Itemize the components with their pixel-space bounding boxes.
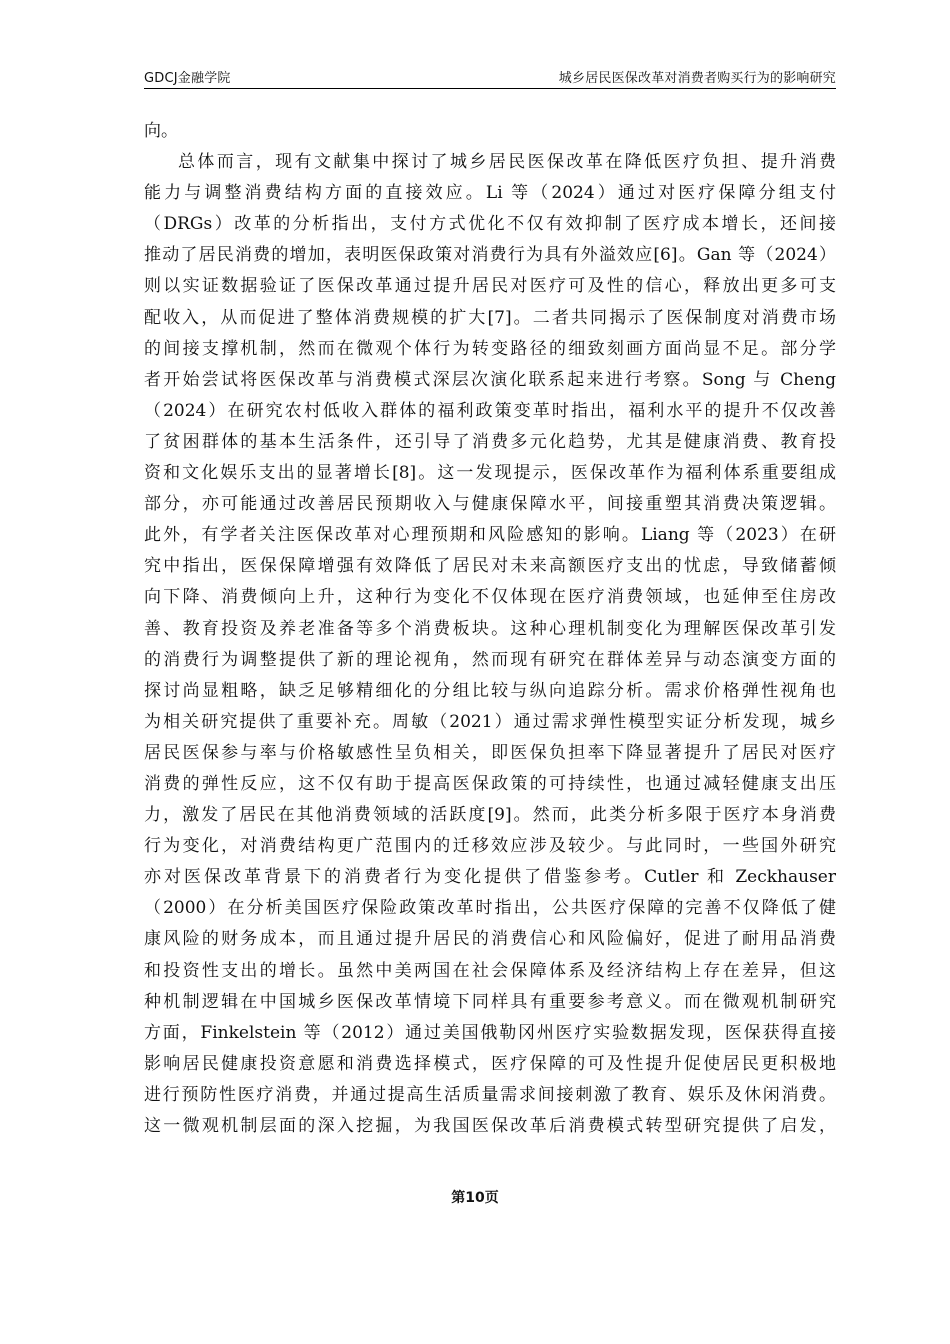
page-number: 第10页 bbox=[451, 1190, 499, 1206]
text-line: 总体而言，现有文献集中探讨了城乡居民医保改革在降低医疗负担、提升消费 bbox=[178, 152, 836, 173]
text-line: 康风险的财务成本，而且通过提升居民的消费信心和风险偏好，促进了耐用品消费 bbox=[144, 929, 836, 950]
text-line: 了贫困群体的基本生活条件，还引导了消费多元化趋势，尤其是健康消费、教育投 bbox=[144, 431, 836, 452]
text-line: （2024）在研究农村低收入群体的福利政策变革时指出，福利水平的提升不仅改善 bbox=[144, 400, 836, 421]
text-line: 部分，亦可能通过改善居民预期收入与健康保障水平，间接重塑其消费决策逻辑。 bbox=[144, 494, 836, 515]
header-thesis-title: 城乡居民医保改革对消费者购买行为的影响研究 bbox=[558, 71, 836, 86]
text-line: 消费的弹性反应，这不仅有助于提高医保政策的可持续性，也通过减轻健康支出压 bbox=[144, 773, 836, 794]
text-line: 探讨尚显粗略，缺乏足够精细化的分组比较与纵向追踪分析。需求价格弹性视角也 bbox=[144, 680, 836, 701]
text-line: 和投资性支出的增长。虽然中美两国在社会保障体系及经济结构上存在差异，但这 bbox=[144, 960, 836, 981]
text-line: （2000）在分析美国医疗保险政策改革时指出，公共医疗保障的完善不仅降低了健 bbox=[144, 898, 836, 919]
text-line: 的间接支撑机制，然而在微观个体行为转变路径的细致刻画方面尚显不足。部分学 bbox=[144, 338, 836, 359]
text-line: 进行预防性医疗消费，并通过提高生活质量需求间接刺激了教育、娱乐及休闲消费。 bbox=[144, 1084, 836, 1105]
text-line: 能力与调整消费结构方面的直接效应。Li 等（2024）通过对医疗保障分组支付 bbox=[144, 183, 836, 204]
text-line: 影响居民健康投资意愿和消费选择模式，医疗保障的可及性提升促使居民更积极地 bbox=[144, 1053, 836, 1074]
text-line: 向下降、消费倾向上升，这种行为变化不仅体现在医疗消费领域，也延伸至住房改 bbox=[144, 587, 836, 608]
text-line: 的消费行为调整提供了新的理论视角，然而现有研究在群体差异与动态演变方面的 bbox=[144, 649, 836, 670]
text-line: 究中指出，医保保障增强有效降低了居民对未来高额医疗支出的忧虑，导致储蓄倾 bbox=[144, 556, 836, 577]
text-line: 力，激发了居民在其他消费领域的活跃度[9]。然而，此类分析多限于医疗本身消费 bbox=[144, 805, 836, 826]
text-line: 向。 bbox=[144, 121, 178, 141]
header-divider bbox=[144, 88, 836, 89]
text-line: 行为变化，对消费结构更广范围内的迁移效应涉及较少。与此同时，一些国外研究 bbox=[144, 836, 836, 857]
text-line: 推动了居民消费的增加，表明医保政策对消费行为具有外溢效应[6]。Gan 等（2024） bbox=[144, 245, 836, 266]
body-text bbox=[144, 116, 836, 1142]
text-line: 方面，Finkelstein 等（2012）通过美国俄勒冈州医疗实验数据发现，医保获得直接 bbox=[144, 1022, 836, 1043]
text-line: 亦对医保改革背景下的消费者行为变化提供了借鉴参考。Cutler 和 Zeckhauser bbox=[144, 867, 836, 888]
text-line: 此外，有学者关注医保改革对心理预期和风险感知的影响。Liang 等（2023）在研 bbox=[144, 525, 836, 546]
text-line: 为相关研究提供了重要补充。周敏（2021）通过需求弹性模型实证分析发现，城乡 bbox=[144, 711, 836, 732]
header-institution: GDCJ金融学院 bbox=[144, 71, 231, 86]
page-header bbox=[144, 63, 836, 87]
text-line: 居民医保参与率与价格敏感性呈负相关，即医保负担率下降显著提升了居民对医疗 bbox=[144, 742, 836, 763]
text-line: 者开始尝试将医保改革与消费模式深层次演化联系起来进行考察。Song 与 Cheng bbox=[144, 369, 836, 390]
text-line: （DRGs）改革的分析指出，支付方式优化不仅有效抑制了医疗成本增长，还间接 bbox=[144, 214, 836, 235]
text-line: 则以实证数据验证了医保改革通过提升居民对医疗可及性的信心，释放出更多可支 bbox=[144, 276, 836, 297]
text-line: 善、教育投资及养老准备等多个消费板块。这种心理机制变化为理解医保改革引发 bbox=[144, 618, 836, 639]
text-line: 这一微观机制层面的深入挖掘，为我国医保改革后消费模式转型研究提供了启发， bbox=[144, 1116, 836, 1136]
text-line: 资和文化娱乐支出的显著增长[8]。这一发现提示，医保改革作为福利体系重要组成 bbox=[144, 463, 836, 484]
text-line: 种机制逻辑在中国城乡医保改革情境下同样具有重要参考意义。而在微观机制研究 bbox=[144, 991, 836, 1012]
text-line: 配收入，从而促进了整体消费规模的扩大[7]。二者共同揭示了医保制度对消费市场 bbox=[144, 307, 836, 328]
